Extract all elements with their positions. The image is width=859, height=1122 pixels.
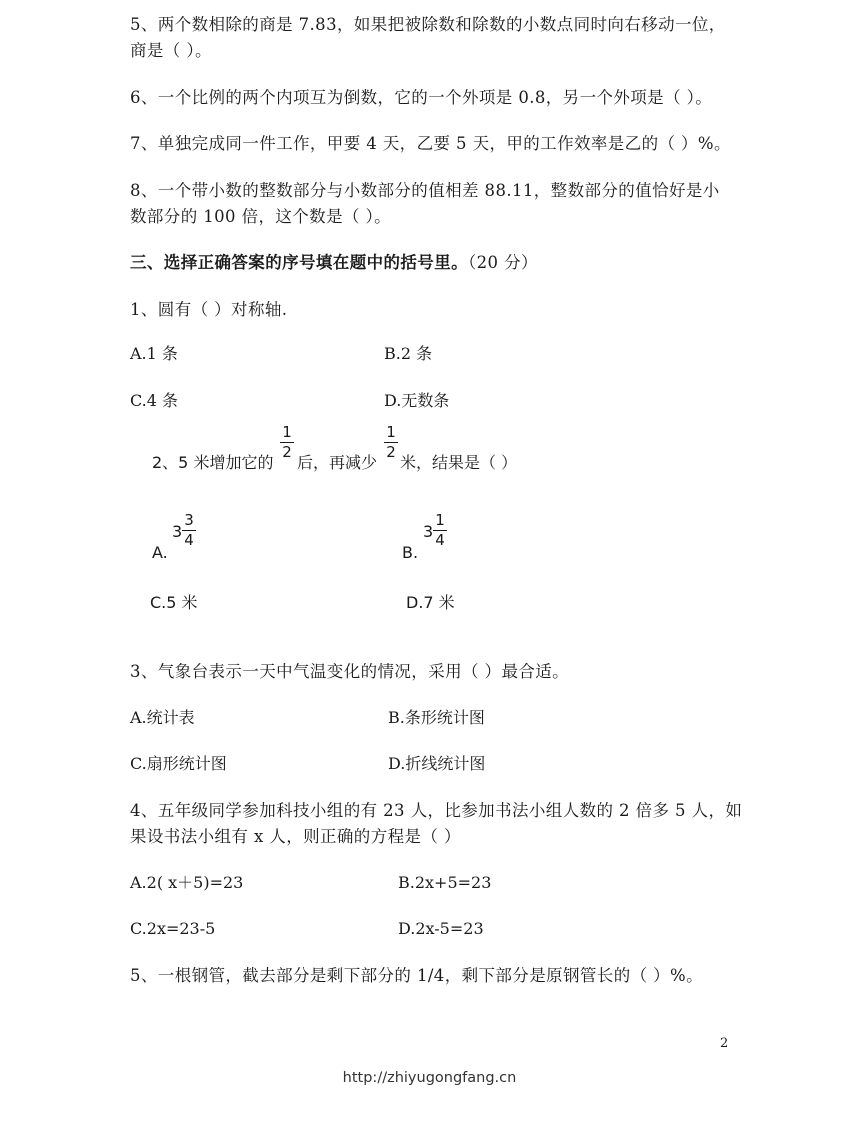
fraction-numerator: 1	[282, 423, 292, 441]
mc-question-3-option-d: D.折线统计图	[388, 754, 486, 773]
mc-question-2-option-a-fraction	[182, 512, 196, 549]
section-three-heading: 三、选择正确答案的序号填在题中的括号里。	[130, 253, 468, 272]
footer-url: http://zhiyugongfang.cn	[342, 1070, 517, 1086]
fraction-numerator: 1	[435, 511, 445, 529]
mc-question-4-stem-line-2: 果设书法小组有 x 人，则正确的方程是（ ）	[130, 827, 461, 846]
mc-question-1-option-c: C.4 条	[130, 391, 179, 410]
mc-question-2-option-b-whole: 3	[423, 522, 434, 541]
fraction-numerator: 1	[386, 423, 396, 441]
mc-question-3-option-c: C.扇形统计图	[130, 754, 227, 773]
page-number: 2	[720, 1036, 729, 1051]
section-three-heading-row	[130, 251, 538, 275]
question-7: 7、单独完成同一件工作，甲要 4 天，乙要 5 天，甲的工作效率是乙的（ ）%。	[130, 134, 731, 153]
fraction-numerator: 3	[184, 511, 194, 529]
fraction-denominator: 4	[435, 531, 445, 549]
mc-question-2-stem-part-1: 2、5 米增加它的	[152, 453, 274, 472]
mc-question-5-stem: 5、一根钢管，截去部分是剩下部分的 1/4，剩下部分是原钢管长的（ ）%。	[130, 966, 704, 985]
mc-question-2-option-a-whole: 3	[172, 522, 183, 541]
mc-question-4-option-b: B.2x+5=23	[398, 873, 492, 892]
mc-question-4-option-c: C.2x=23-5	[130, 919, 216, 938]
mc-question-2-stem-part-3: 米，结果是（ ）	[400, 453, 518, 472]
mc-question-4-stem-line-1: 4、五年级同学参加科技小组的有 23 人，比参加书法小组人数的 2 倍多 5 人，如	[130, 801, 743, 820]
mc-question-2-option-b-label: B.	[402, 543, 419, 562]
mc-question-1-option-b: B.2 条	[384, 344, 433, 363]
question-5-line-2: 商是（ ）。	[130, 41, 212, 60]
mc-question-3-option-b: B.条形统计图	[388, 708, 485, 727]
mc-question-3-option-a: A.统计表	[130, 708, 195, 727]
fraction-denominator: 2	[386, 443, 396, 461]
mc-question-2-option-c: C.5 米	[150, 593, 198, 612]
question-8-line-1: 8、一个带小数的整数部分与小数部分的值相差 88.11，整数部分的值恰好是小	[130, 181, 720, 200]
mc-question-3-stem: 3、气象台表示一天中气温变化的情况，采用（ ）最合适。	[130, 662, 570, 681]
mc-question-2-option-a-label: A.	[152, 543, 168, 562]
mc-question-1-stem: 1、圆有（ ）对称轴.	[130, 300, 288, 319]
mc-question-4-option-a: A.2( x＋5)=23	[130, 873, 244, 892]
section-three-score: （20 分）	[468, 253, 538, 272]
question-8-line-2: 数部分的 100 倍，这个数是（ ）。	[130, 207, 392, 226]
question-6: 6、一个比例的两个内项互为倒数，它的一个外项是 0.8，另一个外项是（ ）。	[130, 88, 713, 107]
mc-question-1-option-a: A.1 条	[130, 344, 178, 363]
fraction-denominator: 4	[184, 531, 194, 549]
mc-question-2-option-d: D.7 米	[406, 593, 455, 612]
mc-question-2-fraction-half-1	[280, 424, 294, 461]
mc-question-1-option-d: D.无数条	[384, 391, 450, 410]
fraction-denominator: 2	[282, 443, 292, 461]
question-5-line-1: 5、两个数相除的商是 7.83，如果把被除数和除数的小数点同时向右移动一位，	[130, 15, 726, 34]
mc-question-4-option-d: D.2x-5=23	[398, 919, 484, 938]
mc-question-2-stem-part-2: 后，再减少	[297, 453, 378, 472]
mc-question-2-option-b-fraction	[433, 512, 447, 549]
mc-question-2-fraction-half-2	[384, 424, 398, 461]
